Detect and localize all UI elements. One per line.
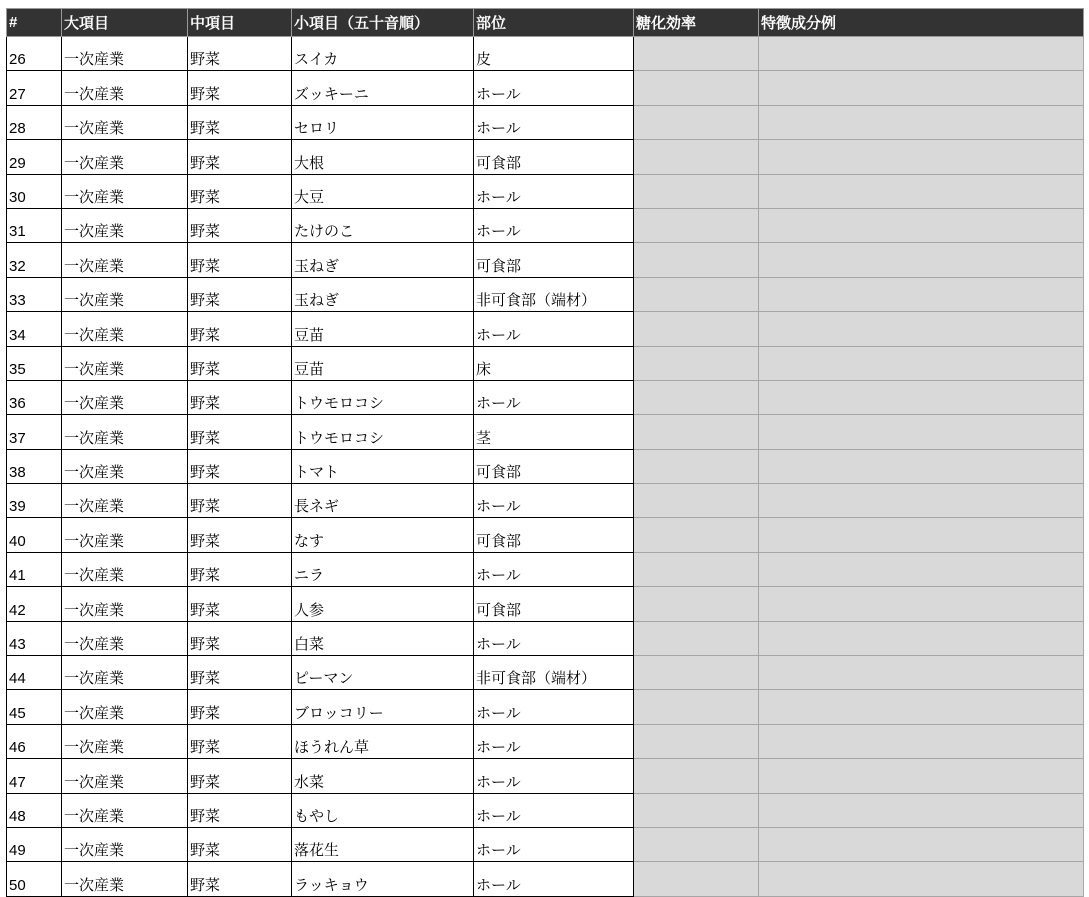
cell-mid-category[interactable]: 野菜 [188,208,292,242]
table-row [7,415,1084,449]
cell-part[interactable]: 非可食部（端材） [474,277,634,311]
cell-number[interactable]: 40 [7,518,62,552]
cell-saccharification-efficiency[interactable] [634,827,759,861]
cell-saccharification-efficiency[interactable] [634,415,759,449]
cell-part[interactable]: 皮 [474,37,634,71]
cell-major-category[interactable]: 一次産業 [62,621,188,655]
cell-saccharification-efficiency[interactable] [634,380,759,414]
cell-feature-components[interactable] [759,37,1084,71]
cell-feature-components[interactable] [759,759,1084,793]
cell-minor-category[interactable]: ピーマン [292,656,474,690]
cell-major-category[interactable]: 一次産業 [62,37,188,71]
cell-part[interactable]: ホール [474,380,634,414]
header-row-group [7,9,1084,37]
header-major-category[interactable]: 大項目 [62,9,188,37]
cell-mid-category[interactable]: 野菜 [188,71,292,105]
cell-major-category[interactable]: 一次産業 [62,346,188,380]
cell-feature-components[interactable] [759,346,1084,380]
cell-part[interactable]: 可食部 [474,140,634,174]
table-row [7,312,1084,346]
cell-saccharification-efficiency[interactable] [634,208,759,242]
cell-feature-components[interactable] [759,587,1084,621]
table-row [7,656,1084,690]
cell-part[interactable]: 可食部 [474,518,634,552]
cell-minor-category[interactable]: ラッキョウ [292,862,474,896]
cell-mid-category[interactable]: 野菜 [188,277,292,311]
cell-saccharification-efficiency[interactable] [634,312,759,346]
table-row [7,208,1084,242]
cell-part[interactable]: ホール [474,621,634,655]
cell-feature-components[interactable] [759,71,1084,105]
cell-major-category[interactable]: 一次産業 [62,312,188,346]
table-row [7,862,1084,896]
cell-part[interactable]: 可食部 [474,587,634,621]
cell-number[interactable]: 46 [7,724,62,758]
cell-number[interactable]: 37 [7,415,62,449]
cell-feature-components[interactable] [759,277,1084,311]
cell-saccharification-efficiency[interactable] [634,656,759,690]
cell-major-category[interactable]: 一次産業 [62,140,188,174]
cell-minor-category[interactable]: 玉ねぎ [292,243,474,277]
cell-saccharification-efficiency[interactable] [634,552,759,586]
cell-minor-category[interactable]: ほうれん草 [292,724,474,758]
cell-major-category[interactable]: 一次産業 [62,380,188,414]
cell-major-category[interactable]: 一次産業 [62,724,188,758]
cell-saccharification-efficiency[interactable] [634,862,759,896]
cell-minor-category[interactable]: 玉ねぎ [292,277,474,311]
cell-major-category[interactable]: 一次産業 [62,793,188,827]
cell-major-category[interactable]: 一次産業 [62,484,188,518]
cell-part[interactable]: ホール [474,105,634,139]
cell-mid-category[interactable]: 野菜 [188,140,292,174]
cell-feature-components[interactable] [759,174,1084,208]
table-row [7,552,1084,586]
cell-part[interactable]: ホール [474,793,634,827]
spreadsheet-table [6,8,1084,897]
cell-mid-category[interactable]: 野菜 [188,827,292,861]
cell-major-category[interactable]: 一次産業 [62,277,188,311]
cell-number[interactable]: 31 [7,208,62,242]
cell-saccharification-efficiency[interactable] [634,105,759,139]
cell-minor-category[interactable]: 豆苗 [292,346,474,380]
header-number[interactable]: # [7,9,62,37]
cell-feature-components[interactable] [759,690,1084,724]
cell-saccharification-efficiency[interactable] [634,793,759,827]
cell-mid-category[interactable]: 野菜 [188,449,292,483]
cell-minor-category[interactable]: もやし [292,793,474,827]
cell-part[interactable]: ホール [474,862,634,896]
table-row [7,759,1084,793]
cell-major-category[interactable]: 一次産業 [62,862,188,896]
table-row [7,174,1084,208]
table-row [7,105,1084,139]
cell-feature-components[interactable] [759,552,1084,586]
cell-major-category[interactable]: 一次産業 [62,518,188,552]
cell-saccharification-efficiency[interactable] [634,484,759,518]
cell-major-category[interactable]: 一次産業 [62,552,188,586]
cell-major-category[interactable]: 一次産業 [62,71,188,105]
cell-mid-category[interactable]: 野菜 [188,518,292,552]
cell-number[interactable]: 44 [7,656,62,690]
cell-feature-components[interactable] [759,793,1084,827]
cell-feature-components[interactable] [759,518,1084,552]
cell-minor-category[interactable]: 大根 [292,140,474,174]
cell-number[interactable]: 50 [7,862,62,896]
cell-number[interactable]: 26 [7,37,62,71]
cell-mid-category[interactable]: 野菜 [188,724,292,758]
cell-part[interactable]: 非可食部（端材） [474,656,634,690]
cell-feature-components[interactable] [759,380,1084,414]
cell-minor-category[interactable]: スイカ [292,37,474,71]
cell-minor-category[interactable]: トウモロコシ [292,415,474,449]
cell-mid-category[interactable]: 野菜 [188,312,292,346]
cell-number[interactable]: 34 [7,312,62,346]
header-mid-category[interactable]: 中項目 [188,9,292,37]
cell-number[interactable]: 30 [7,174,62,208]
cell-number[interactable]: 45 [7,690,62,724]
cell-saccharification-efficiency[interactable] [634,449,759,483]
cell-minor-category[interactable]: 豆苗 [292,312,474,346]
cell-minor-category[interactable]: 落花生 [292,827,474,861]
cell-mid-category[interactable]: 野菜 [188,793,292,827]
cell-mid-category[interactable]: 野菜 [188,380,292,414]
cell-number[interactable]: 39 [7,484,62,518]
cell-minor-category[interactable]: 長ネギ [292,484,474,518]
cell-saccharification-efficiency[interactable] [634,587,759,621]
table-row [7,690,1084,724]
cell-number[interactable]: 42 [7,587,62,621]
cell-minor-category[interactable]: たけのこ [292,208,474,242]
cell-feature-components[interactable] [759,415,1084,449]
cell-part[interactable]: ホール [474,484,634,518]
header-feature-components[interactable]: 特徴成分例 [759,9,1084,37]
cell-mid-category[interactable]: 野菜 [188,621,292,655]
cell-saccharification-efficiency[interactable] [634,37,759,71]
cell-saccharification-efficiency[interactable] [634,346,759,380]
table-row [7,277,1084,311]
cell-saccharification-efficiency[interactable] [634,759,759,793]
cell-mid-category[interactable]: 野菜 [188,243,292,277]
cell-major-category[interactable]: 一次産業 [62,208,188,242]
cell-minor-category[interactable]: 水菜 [292,759,474,793]
cell-feature-components[interactable] [759,724,1084,758]
cell-minor-category[interactable]: 大豆 [292,174,474,208]
cell-saccharification-efficiency[interactable] [634,140,759,174]
cell-feature-components[interactable] [759,862,1084,896]
cell-saccharification-efficiency[interactable] [634,690,759,724]
table-row [7,346,1084,380]
cell-saccharification-efficiency[interactable] [634,621,759,655]
cell-major-category[interactable]: 一次産業 [62,105,188,139]
cell-number[interactable]: 35 [7,346,62,380]
cell-number[interactable]: 33 [7,277,62,311]
cell-mid-category[interactable]: 野菜 [188,862,292,896]
cell-feature-components[interactable] [759,140,1084,174]
cell-minor-category[interactable]: ニラ [292,552,474,586]
table-row [7,449,1084,483]
cell-feature-components[interactable] [759,312,1084,346]
table-row [7,621,1084,655]
cell-number[interactable]: 29 [7,140,62,174]
cell-minor-category[interactable]: トウモロコシ [292,380,474,414]
cell-feature-components[interactable] [759,449,1084,483]
cell-major-category[interactable]: 一次産業 [62,174,188,208]
cell-feature-components[interactable] [759,656,1084,690]
cell-number[interactable]: 28 [7,105,62,139]
cell-minor-category[interactable]: 人参 [292,587,474,621]
cell-part[interactable]: ホール [474,312,634,346]
cell-minor-category[interactable]: セロリ [292,105,474,139]
cell-major-category[interactable]: 一次産業 [62,690,188,724]
cell-part[interactable]: ホール [474,552,634,586]
cell-minor-category[interactable]: 白菜 [292,621,474,655]
header-saccharification-efficiency[interactable]: 糖化効率 [634,9,759,37]
cell-part[interactable]: ホール [474,759,634,793]
cell-mid-category[interactable]: 野菜 [188,587,292,621]
cell-part[interactable]: 可食部 [474,449,634,483]
cell-major-category[interactable]: 一次産業 [62,587,188,621]
cell-part[interactable]: ホール [474,208,634,242]
cell-feature-components[interactable] [759,621,1084,655]
cell-feature-components[interactable] [759,105,1084,139]
cell-number[interactable]: 27 [7,71,62,105]
cell-minor-category[interactable]: ブロッコリー [292,690,474,724]
cell-number[interactable]: 41 [7,552,62,586]
table-row [7,37,1084,71]
cell-mid-category[interactable]: 野菜 [188,656,292,690]
cell-number[interactable]: 49 [7,827,62,861]
cell-part[interactable]: ホール [474,174,634,208]
table-row [7,793,1084,827]
cell-major-category[interactable]: 一次産業 [62,415,188,449]
cell-part[interactable]: 茎 [474,415,634,449]
cell-minor-category[interactable]: なす [292,518,474,552]
cell-mid-category[interactable]: 野菜 [188,415,292,449]
cell-number[interactable]: 43 [7,621,62,655]
cell-mid-category[interactable]: 野菜 [188,346,292,380]
cell-mid-category[interactable]: 野菜 [188,174,292,208]
cell-major-category[interactable]: 一次産業 [62,656,188,690]
table-row [7,380,1084,414]
cell-number[interactable]: 38 [7,449,62,483]
table-row [7,518,1084,552]
table-row [7,587,1084,621]
cell-saccharification-efficiency[interactable] [634,71,759,105]
cell-mid-category[interactable]: 野菜 [188,105,292,139]
cell-mid-category[interactable]: 野菜 [188,37,292,71]
cell-major-category[interactable]: 一次産業 [62,449,188,483]
cell-part[interactable]: ホール [474,724,634,758]
cell-major-category[interactable]: 一次産業 [62,243,188,277]
cell-saccharification-efficiency[interactable] [634,174,759,208]
cell-number[interactable]: 32 [7,243,62,277]
cell-major-category[interactable]: 一次産業 [62,827,188,861]
cell-major-category[interactable]: 一次産業 [62,759,188,793]
cell-mid-category[interactable]: 野菜 [188,690,292,724]
cell-saccharification-efficiency[interactable] [634,518,759,552]
cell-part[interactable]: ホール [474,690,634,724]
cell-part[interactable]: ホール [474,71,634,105]
table-row [7,827,1084,861]
cell-number[interactable]: 48 [7,793,62,827]
cell-saccharification-efficiency[interactable] [634,724,759,758]
cell-minor-category[interactable]: ズッキーニ [292,71,474,105]
header-row [7,9,1084,37]
cell-feature-components[interactable] [759,827,1084,861]
table-row [7,71,1084,105]
cell-saccharification-efficiency[interactable] [634,243,759,277]
table-body [7,37,1084,897]
cell-feature-components[interactable] [759,484,1084,518]
table-row [7,724,1084,758]
cell-number[interactable]: 47 [7,759,62,793]
cell-part[interactable]: ホール [474,827,634,861]
header-minor-category[interactable]: 小項目（五十音順） [292,9,474,37]
table-row [7,484,1084,518]
table-row [7,243,1084,277]
cell-feature-components[interactable] [759,243,1084,277]
header-part[interactable]: 部位 [474,9,634,37]
cell-mid-category[interactable]: 野菜 [188,484,292,518]
cell-minor-category[interactable]: トマト [292,449,474,483]
cell-part[interactable]: 床 [474,346,634,380]
cell-number[interactable]: 36 [7,380,62,414]
cell-feature-components[interactable] [759,208,1084,242]
cell-mid-category[interactable]: 野菜 [188,759,292,793]
cell-saccharification-efficiency[interactable] [634,277,759,311]
table-row [7,140,1084,174]
cell-mid-category[interactable]: 野菜 [188,552,292,586]
cell-part[interactable]: 可食部 [474,243,634,277]
